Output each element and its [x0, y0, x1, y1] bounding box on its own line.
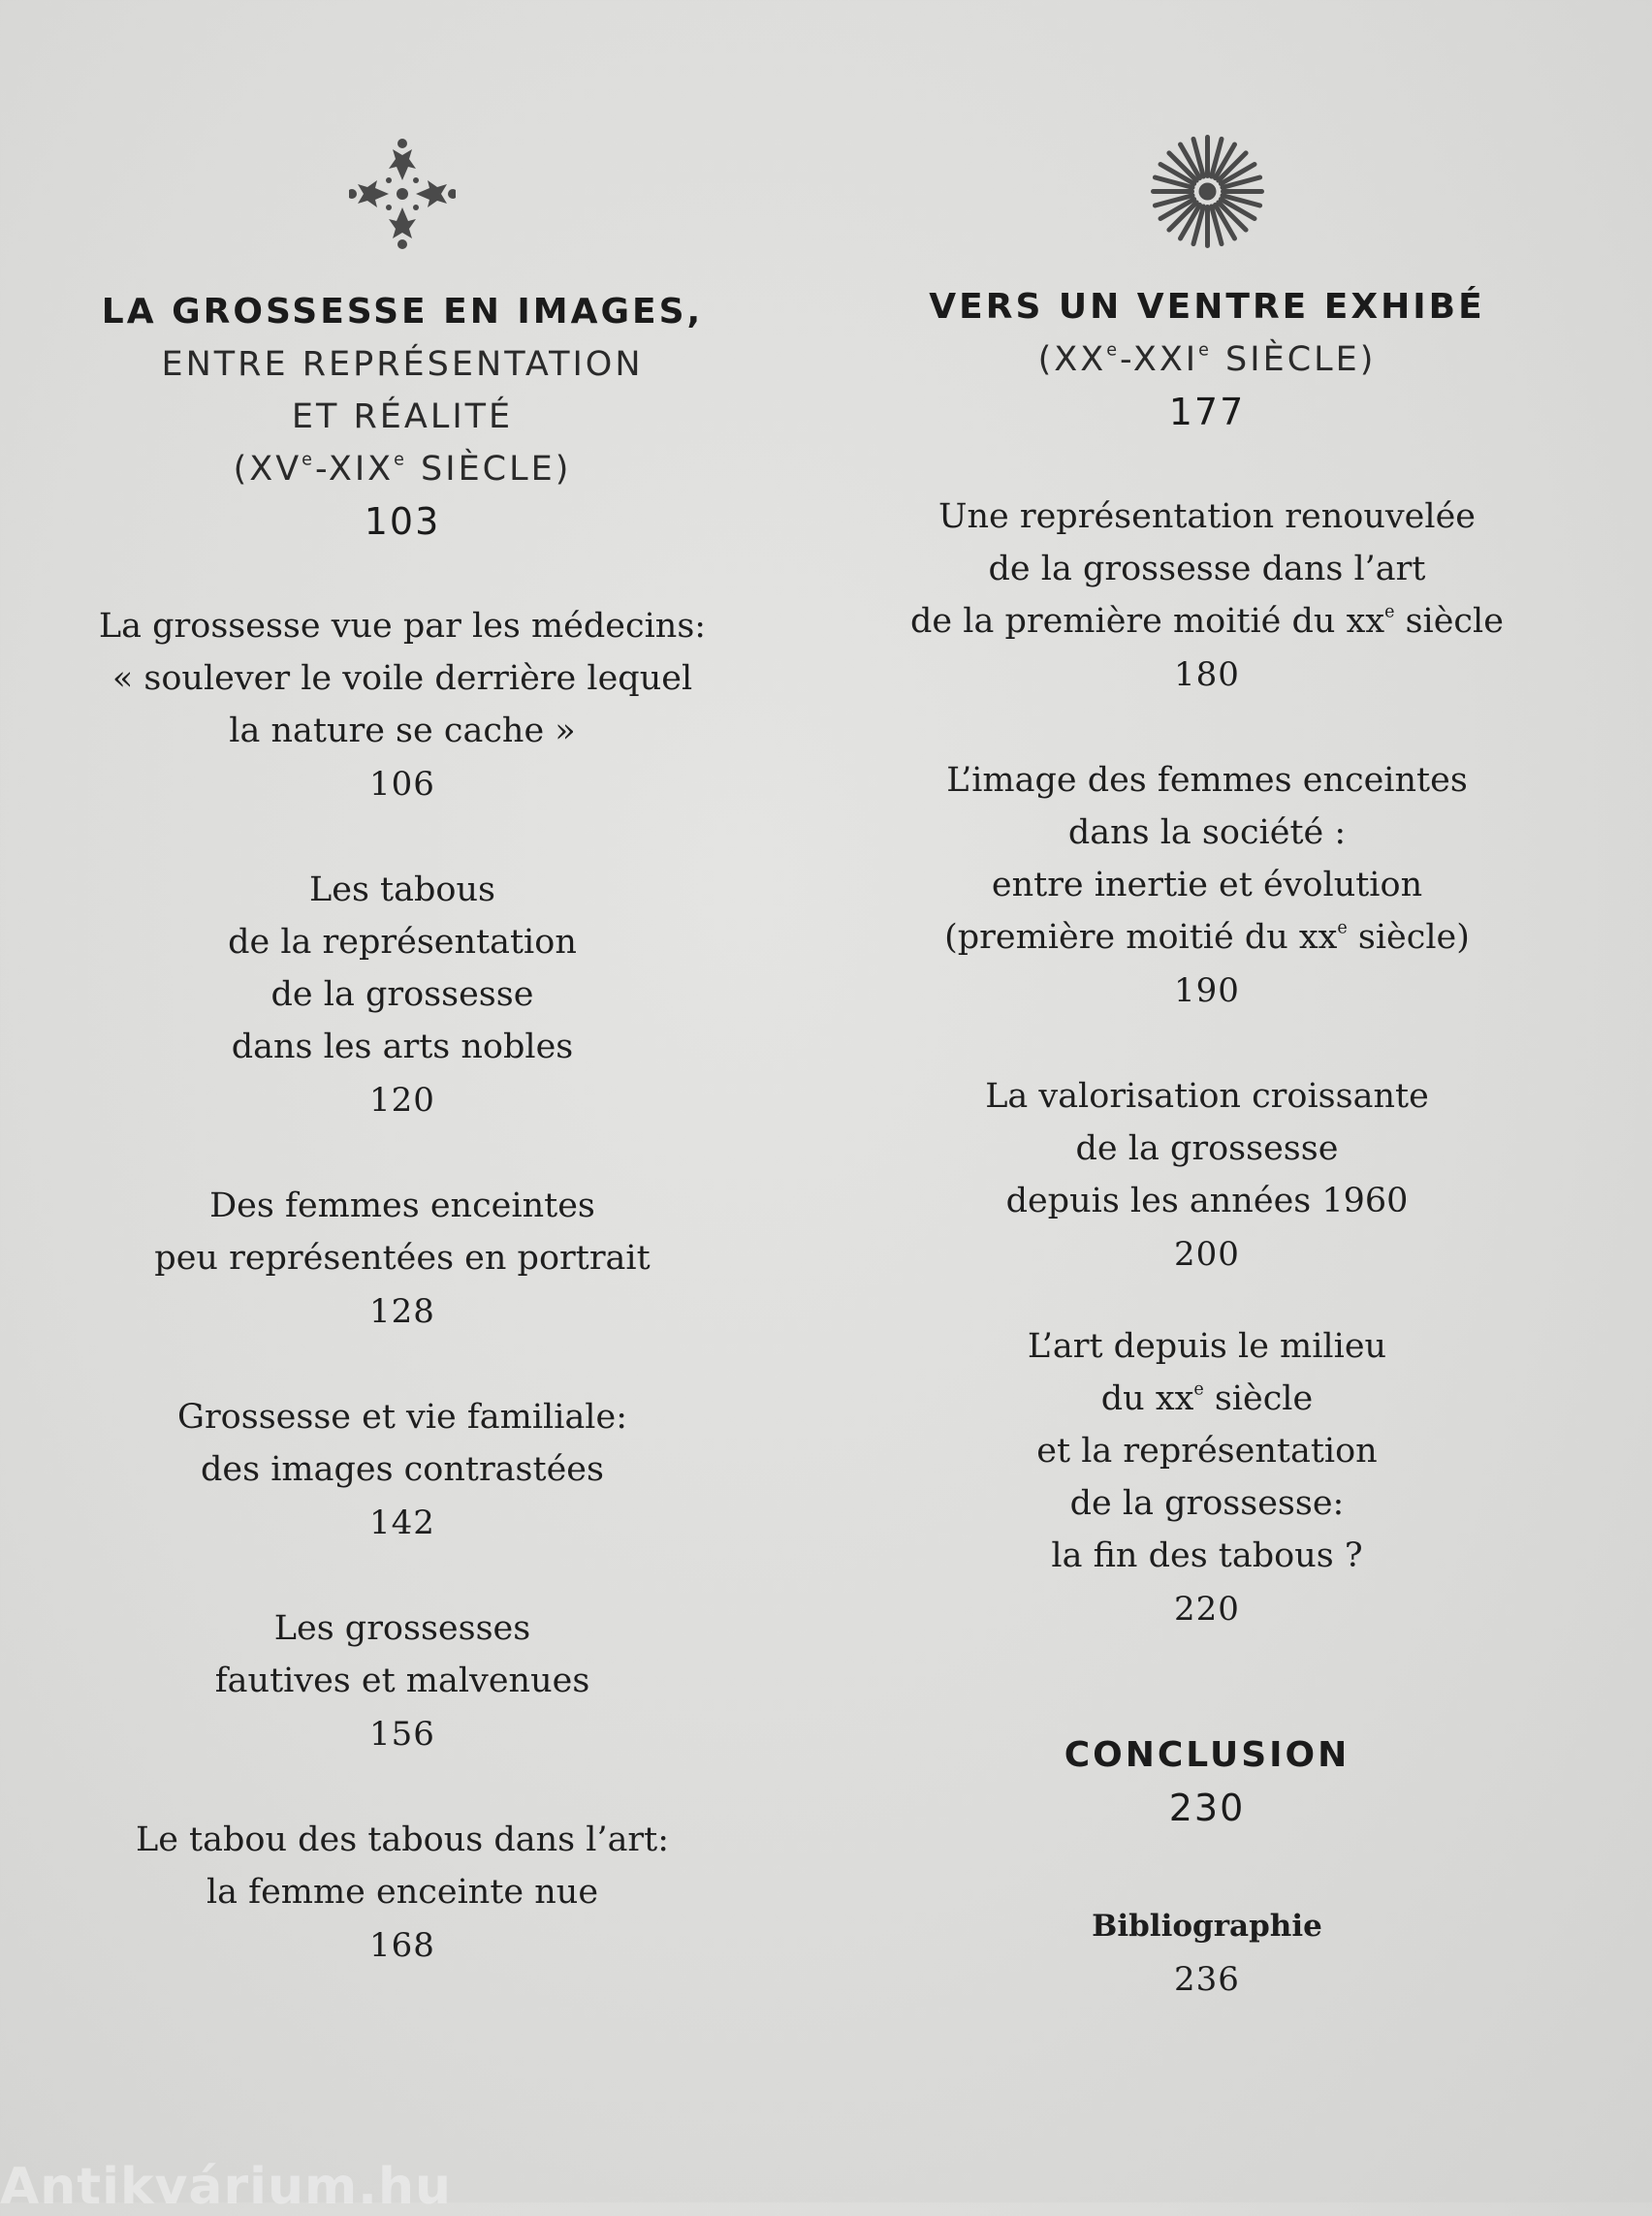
fleur-cross-icon — [349, 136, 456, 257]
entry-title-line: la fin des tabous ? — [1051, 1536, 1363, 1575]
entry-page-number: 142 — [369, 1504, 435, 1542]
toc-entry[interactable] — [53, 1391, 751, 1550]
part-title: VERS UN VENTRE EXHIBÉ — [929, 287, 1485, 327]
entry-title-line: L’art depuis le milieu — [1027, 1327, 1387, 1366]
toc-left-column — [53, 136, 751, 1973]
toc-entry[interactable] — [858, 491, 1556, 702]
entry-page-number: 168 — [369, 1926, 435, 1965]
entry-page-number: 156 — [369, 1715, 435, 1754]
entry-title-line: Le tabou des tabous dans l’art: — [135, 1820, 670, 1859]
watermark: Antikvárium.hu — [0, 2158, 452, 2216]
entry-title-line: entre inertie et évolution — [991, 866, 1423, 904]
entry-title-line: L’image des femmes enceintes — [946, 761, 1468, 800]
entry-title-line: (première moitié du $xx^e$ siècle) — [944, 918, 1470, 957]
entry-title-line: Les tabous — [309, 871, 495, 909]
entry-page-number: 220 — [1174, 1590, 1240, 1629]
entry-title-line: du $xx^e$ siècle — [1100, 1379, 1314, 1418]
entry-title-line: Une représentation renouvelée — [937, 497, 1477, 536]
entry-title-line: la nature se cache » — [229, 712, 576, 750]
entry-page-number: 200 — [1174, 1235, 1240, 1274]
entry-title-line: dans les arts nobles — [231, 1028, 574, 1066]
part-title: LA GROSSESSE EN IMAGES, — [101, 292, 704, 332]
toc-entry-conclusion[interactable] — [858, 1729, 1556, 1834]
entry-title-line: La grossesse vue par les médecins: — [98, 607, 707, 646]
toc-entry[interactable] — [53, 1602, 751, 1761]
entry-title-line: Des femmes enceintes — [209, 1187, 595, 1225]
entry-page-number: 106 — [369, 765, 435, 804]
part-heading-right — [858, 281, 1556, 438]
entry-title-line: de la première moitié du $xx^e$ siècle — [910, 602, 1504, 641]
entry-title-line: de la représentation — [228, 923, 577, 962]
toc-right-column — [858, 131, 1556, 2007]
bibliography-title: Bibliographie — [1092, 1909, 1322, 1944]
toc-entry[interactable] — [53, 600, 751, 811]
part-century: (XVe-XIXe SIÈCLE) — [233, 450, 572, 489]
entry-title-line: de la grossesse — [270, 975, 534, 1014]
entry-title-line: de la grossesse — [1075, 1129, 1339, 1168]
part-subtitle-line: ET RÉALITÉ — [291, 397, 514, 436]
entry-title-line: La valorisation croissante — [985, 1077, 1429, 1116]
part-page-number: 177 — [1168, 391, 1246, 433]
bibliography-page-number: 236 — [1174, 1960, 1240, 1999]
toc-entry[interactable] — [858, 1320, 1556, 1636]
toc-entry[interactable] — [53, 1814, 751, 1973]
entry-title-line: depuis les années 1960 — [1005, 1182, 1409, 1220]
entry-title-line: de la grossesse: — [1069, 1484, 1345, 1523]
entry-title-line: fautives et malvenues — [214, 1662, 590, 1700]
entry-title-line: des images contrastées — [201, 1450, 604, 1489]
entry-title-line: dans la société : — [1067, 813, 1347, 852]
entry-page-number: 190 — [1174, 971, 1240, 1010]
part-subtitle-line: ENTRE REPRÉSENTATION — [161, 345, 644, 384]
entry-title-line: de la grossesse dans l’art — [988, 550, 1426, 588]
toc-entry[interactable] — [858, 754, 1556, 1018]
conclusion-title: CONCLUSION — [1064, 1735, 1350, 1775]
toc-entry[interactable] — [53, 864, 751, 1127]
entry-title-line: la femme enceinte nue — [206, 1873, 599, 1912]
entry-title-line: et la représentation — [1036, 1432, 1378, 1471]
toc-entry-bibliography[interactable] — [858, 1900, 1556, 2007]
entry-page-number: 120 — [369, 1081, 435, 1120]
part-century: (XXe-XXIe SIÈCLE) — [1037, 340, 1377, 379]
conclusion-page-number: 230 — [1168, 1787, 1246, 1829]
part-heading-left — [53, 286, 751, 548]
toc-entry[interactable] — [858, 1070, 1556, 1282]
sunburst-rosette-icon — [1147, 131, 1268, 252]
toc-entry[interactable] — [53, 1180, 751, 1339]
entry-title-line: Grossesse et vie familiale: — [176, 1398, 628, 1437]
entry-title-line: peu représentées en portrait — [154, 1239, 651, 1278]
part-page-number: 103 — [364, 500, 441, 543]
entry-title-line: « soulever le voile derrière lequel — [111, 659, 693, 698]
entry-title-line: Les grossesses — [273, 1609, 531, 1648]
entry-page-number: 180 — [1174, 655, 1240, 694]
entry-page-number: 128 — [369, 1292, 435, 1331]
